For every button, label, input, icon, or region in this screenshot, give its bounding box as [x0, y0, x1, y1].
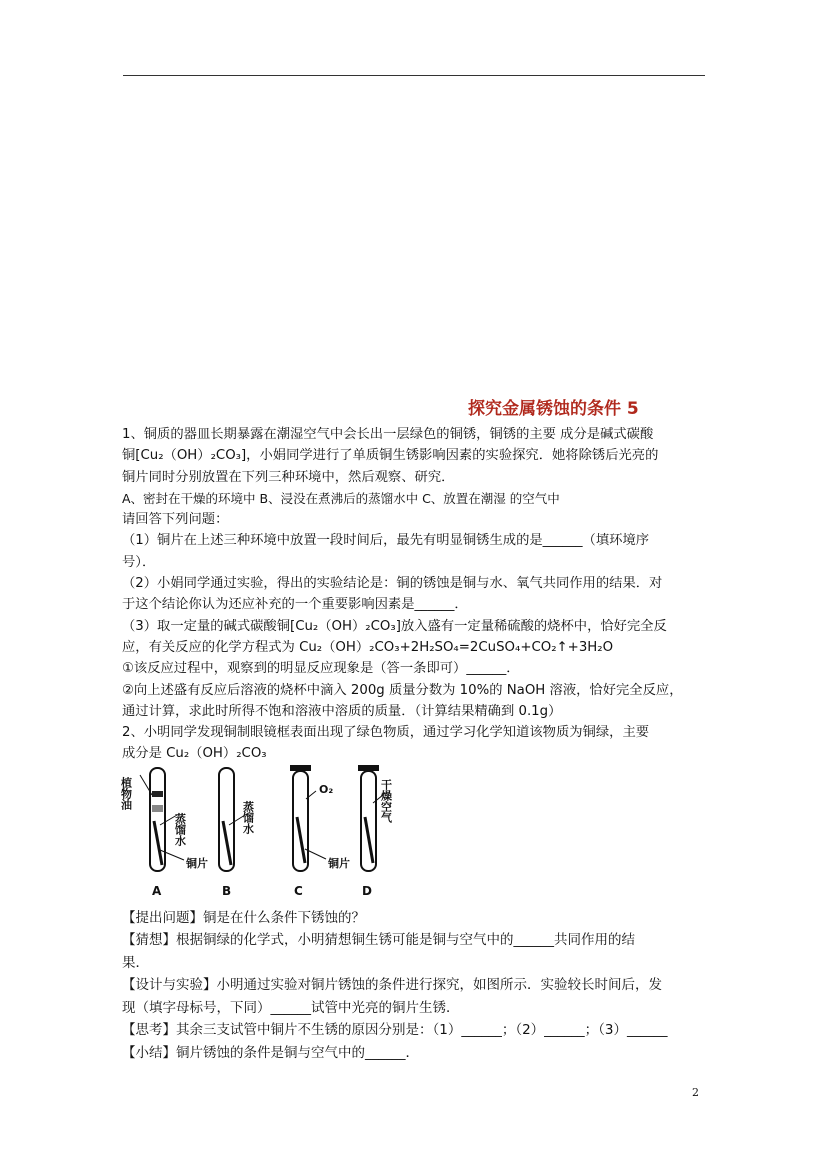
text-line: 通过计算，求此时所得不饱和溶液中溶质的质量．（计算结果精确到 0.1g） — [122, 703, 562, 719]
question-1 — [122, 424, 706, 722]
text-line: 1、铜质的器皿长期暴露在潮湿空气中会长出一层绿色的铜锈，铜锈的主要 成分是碱式碳酸 — [122, 427, 654, 442]
text-line: （1）铜片在上述三种环境中放置一段时间后，最先有明显铜锈生成的是______（填环境序 — [122, 533, 650, 549]
text-line: A、密封在干燥的环境中 B、浸没在煮沸后的蒸馏水中 C、放置在潮湿 的空气中 — [122, 490, 560, 506]
text-line: 请回答下列问题： — [122, 512, 229, 528]
text-line: 【小结】铜片锈蚀的条件是铜与空气中的______． — [122, 1044, 419, 1061]
page-title: 探究金属锈蚀的条件 5 — [468, 399, 639, 419]
tube-label-c: C — [294, 883, 303, 898]
text-line: ②向上述盛有反应后溶液的烧杯中滴入 200g 质量分数为 10%的 NaOH 溶液，恰好完全反应， — [122, 682, 683, 698]
tube-label-a: A — [152, 883, 162, 898]
text-line: 【设计与实验】小明通过实验对铜片锈蚀的条件进行探究，如图所示．实验较长时间后，发 — [122, 977, 662, 994]
text-line: 【提出问题】铜是在什么条件下锈蚀的？ — [122, 909, 365, 926]
document-body — [119, 424, 706, 1064]
tube-c — [290, 765, 326, 871]
text-line: ①该反应过程中，观察到的明显反应现象是（答一条即可）______． — [122, 661, 520, 677]
text-line: 铜[Cu₂（OH）₂CO₃]，小娟同学进行了单质铜生锈影响因素的实验探究．她将除锈后光亮的 — [122, 448, 659, 464]
text-line: 于这个结论你认为还应补充的一个重要影响因素是______． — [122, 597, 468, 613]
text-line: 应，有关反应的化学方程式为 Cu₂（OH）₂CO₃+2H₂SO₄=2CuSO₄+CO₂↑+3H₂O — [122, 639, 614, 655]
text-line: 铜片同时分别放置在下列三种环境中，然后观察、研究． — [122, 469, 455, 485]
page-number: 2 — [692, 1086, 699, 1099]
o2-label: O₂ — [319, 782, 334, 796]
water-label-a: 蒸馏水 — [173, 812, 187, 846]
water-label-b: 蒸馏水 — [241, 800, 255, 834]
text-line: 号）． — [122, 554, 156, 570]
tube-label-d: D — [362, 883, 372, 898]
copper-label-a: 铜片 — [186, 856, 208, 870]
question-2 — [119, 722, 706, 1064]
text-line: （3）取一定量的碱式碳酸铜[Cu₂（OH）₂CO₃]放入盛有一定量稀硫酸的烧杯中，恰好完全反 — [122, 618, 667, 634]
header-rule — [123, 75, 705, 76]
text-line: 现（填字母标号，下同）______试管中光亮的铜片生锈． — [122, 999, 460, 1016]
text-line: 成分是 Cu₂（OH）₂CO₃ — [122, 746, 267, 762]
tube-label-b: B — [222, 883, 232, 898]
test-tube-diagram — [119, 765, 422, 907]
text-line: 2、小明同学发现铜制眼镜框表面出现了绿色物质，通过学习化学知道该物质为铜绿，主要 — [122, 725, 650, 741]
copper-label-c: 铜片 — [328, 856, 350, 870]
dry-air-label: 干燥空气 — [379, 778, 393, 823]
oil-label: 植物油 — [119, 776, 133, 810]
test-tube-figure — [119, 765, 706, 907]
text-line: 【思考】其余三支试管中铜片不生锈的原因分别是：（1）______；（2）______；（3）______ — [122, 1022, 668, 1039]
text-line: 【猜想】根据铜绿的化学式，小明猜想铜生锈可能是铜与空气中的______共同作用的结 — [122, 932, 635, 949]
text-line: 果． — [122, 954, 149, 971]
text-line: （2）小娟同学通过实验，得出的实验结论是：铜的锈蚀是铜与水、氧气共同作用的结果．对 — [122, 576, 663, 592]
